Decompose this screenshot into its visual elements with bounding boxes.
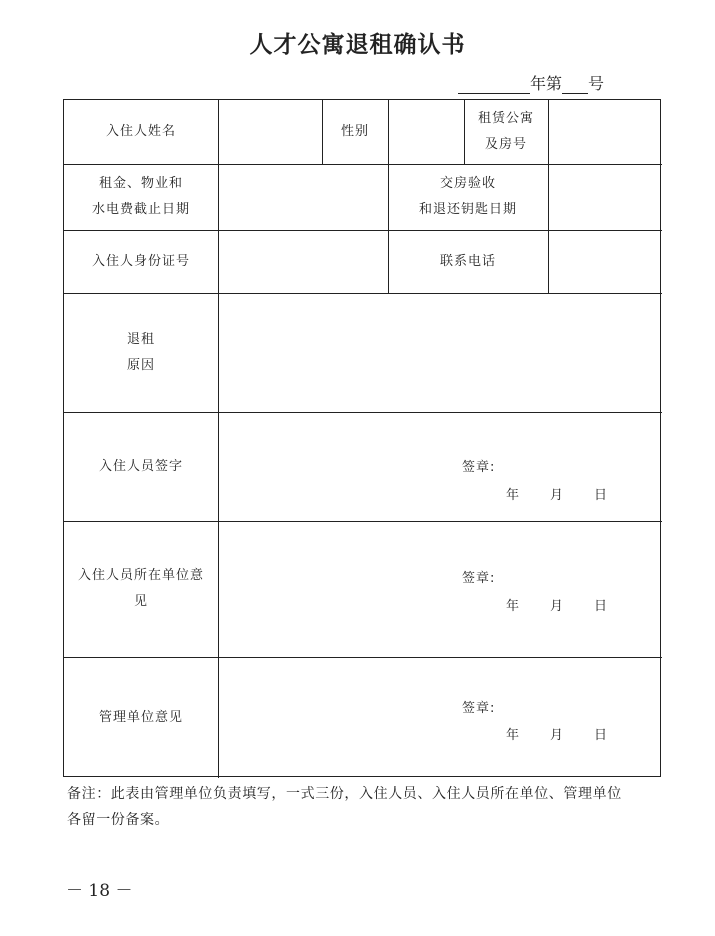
management-opinion-field[interactable] bbox=[219, 658, 660, 776]
employer-opinion-field[interactable] bbox=[219, 522, 660, 656]
seal-label: 签章: bbox=[462, 571, 496, 586]
resident-signature-label: 入住人员签字 bbox=[98, 458, 183, 474]
id-number-field[interactable] bbox=[219, 231, 387, 292]
seal-label: 签章: bbox=[462, 460, 496, 475]
management-opinion-label: 管理单位意见 bbox=[98, 709, 183, 725]
year-label: 年 bbox=[506, 488, 520, 503]
name-field[interactable] bbox=[219, 101, 321, 163]
handover-date-label: 交房验收 和退还钥匙日期 bbox=[418, 176, 517, 217]
phone-label: 联系电话 bbox=[439, 253, 496, 269]
day-label: 日 bbox=[594, 599, 608, 614]
year-blank[interactable] bbox=[458, 76, 530, 94]
document-title: 人才公寓退租确认书 bbox=[249, 31, 466, 58]
day-label: 日 bbox=[594, 488, 608, 503]
confirmation-form bbox=[63, 99, 661, 777]
year-label: 年 bbox=[506, 599, 520, 614]
month-label: 月 bbox=[550, 728, 564, 743]
day-label: 日 bbox=[594, 728, 608, 743]
room-label: 租赁公寓 及房号 bbox=[477, 111, 534, 152]
rent-deadline-label: 租金、物业和 水电费截止日期 bbox=[91, 176, 190, 217]
remarks-line: 备注：此表由管理单位负责填写，一式三份，入住人员、入住人员所在单位、管理单位 bbox=[67, 786, 622, 802]
serial-number bbox=[458, 71, 604, 94]
name-label: 入住人姓名 bbox=[105, 124, 176, 139]
remarks-line: 各留一份备案。 bbox=[67, 812, 170, 828]
employer-opinion-label: 入住人员所在单位意 见 bbox=[77, 568, 204, 609]
handover-date-field[interactable] bbox=[549, 165, 660, 229]
reason-label: 退租 原因 bbox=[126, 331, 155, 373]
remarks bbox=[67, 781, 663, 833]
room-field[interactable] bbox=[549, 101, 660, 163]
seal-label: 签章: bbox=[462, 701, 496, 716]
year-suffix: 年第 bbox=[530, 74, 563, 93]
month-label: 月 bbox=[550, 599, 564, 614]
gender-label: 性别 bbox=[340, 124, 369, 139]
gender-field[interactable] bbox=[389, 101, 463, 163]
phone-field[interactable] bbox=[549, 231, 660, 292]
rent-deadline-field[interactable] bbox=[219, 165, 387, 229]
page-number: － 18 － bbox=[66, 881, 133, 901]
reason-field[interactable] bbox=[219, 294, 660, 411]
resident-signature-field[interactable] bbox=[219, 413, 660, 520]
id-number-label: 入住人身份证号 bbox=[91, 253, 190, 269]
number-suffix: 号 bbox=[588, 74, 605, 93]
number-blank[interactable] bbox=[562, 76, 588, 94]
month-label: 月 bbox=[550, 488, 564, 503]
year-label: 年 bbox=[506, 728, 520, 743]
